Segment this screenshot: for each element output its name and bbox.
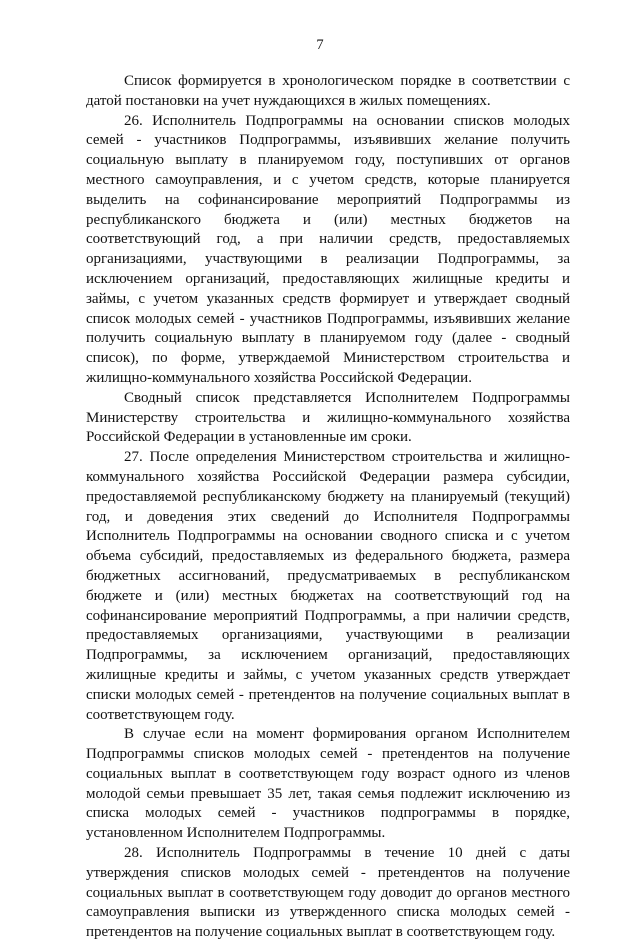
paragraph: 26. Исполнитель Подпрограммы на основании списков молодых семей - участников Подпрограммы, изъявивших желание получить социальную выплату в планируемом году, поступивших от органов местного самоуправления, и с учетом средств, которые планируется выделить на софинансирование мероприятий Подпрограммы из республиканского бюджета и (или) местных бюджетов на соответствующий год, а при наличии средств, предоставляемых организациями, участвующими в реализации Подпрограммы, за исключением организаций, предоставляющих жилищные кредиты и займы, с учетом указанных средств формирует и утверждает сводный список молодых семей - участников Подпрограммы, изъявивших желание получить социальную выплату в планируемом году (далее - сводный список), по форме, утверждаемой Министерством строительства и жилищно-коммунального хозяйства Российской Федерации. — [86, 112, 570, 386]
paragraph: В случае если на момент формирования органом Исполнителем Подпрограммы списков молодых семей - претендентов на получение социальных выплат в соответствующем году возраст одного из членов молодой семьи превышает 35 лет, такая семья подлежит исключению из списка молодых семей - участников подпрограммы в порядке, установленном Исполнителем Подпрограммы. — [86, 726, 570, 842]
page-number: 7 — [316, 37, 324, 53]
paragraph: 28. Исполнитель Подпрограммы в течение 10 дней с даты утверждения списков молодых семей - претендентов на получение социальных выплат в соответствующем году доводит до органов местного самоуправления выписки из утвержденного списка молодых семей - претендентов на получение социальных выплат в соответствующем году. — [86, 845, 570, 941]
paragraph: Сводный список представляется Исполнителем Подпрограммы Министерству строительства и жилищно-коммунального хозяйства Российской Федерации в установленные им сроки. — [86, 389, 570, 446]
paragraph: 27. После определения Министерством строительства и жилищно-коммунального хозяйства Российской Федерации размера субсидии, предоставляемой республиканскому бюджету на планируемый (текущий) год, и доведения этих сведений до Исполнителя Подпрограммы Исполнитель Подпрограммы на основании сводного списка и с учетом объема субсидий, предоставляемых из федерального бюджета, размера бюджетных ассигнований, предусматриваемых в республиканском бюджете и (или) местных бюджетах на соответствующий год на софинансирование мероприятий Подпрограммы, а при наличии средств, предоставляемых организациями, участвующими в реализации Подпрограммы, за исключением организаций, предоставляющих жилищные кредиты и займы, с учетом указанных средств утверждает списки молодых семей - претендентов на получение социальных выплат в соответствующем году. — [86, 449, 570, 723]
document-body — [86, 72, 570, 943]
paragraph: Список формируется в хронологическом порядке в соответствии с датой постановки на учет нуждающихся в жилых помещениях. — [86, 73, 570, 109]
